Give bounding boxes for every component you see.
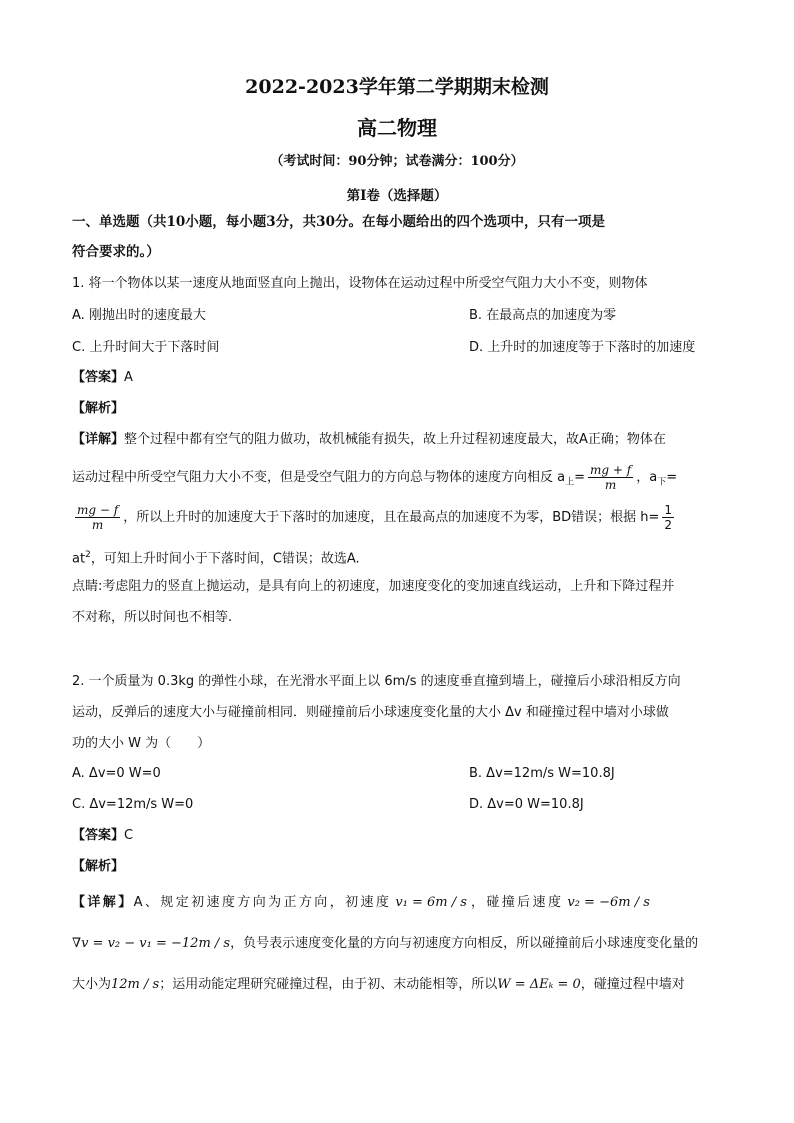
q1-detail-line1 — [72, 430, 722, 450]
q1-options-row1 — [72, 306, 722, 326]
fraction-up — [588, 463, 633, 492]
q2-stem-line2: 运动，反弹后的速度大小与碰撞前相同．则碰撞前后小球速度变化量的大小 Δv 和碰撞过程中墙对小球做 — [72, 705, 669, 720]
fraction-numerator: mg + f — [590, 463, 632, 477]
fraction-numerator: 1 — [664, 503, 673, 517]
equals-sign: = — [666, 470, 678, 485]
q2-detail-line3 — [72, 975, 722, 995]
equation-delta-v-magnitude: 12m / s — [111, 977, 160, 992]
q1-option-c: C. 上升时间大于下落时间 — [72, 340, 220, 355]
exam-title: 2022-2023学年第二学期期末检测 — [245, 76, 549, 98]
q2-analysis-tag: 【解析】 — [72, 859, 125, 874]
equation-delta-v: ∇v = v₂ − v₁ = −12m / s — [72, 936, 231, 951]
q1-answer — [72, 368, 722, 388]
q2-answer — [72, 826, 722, 846]
answer-tag: 【答案】 — [72, 370, 125, 385]
fraction-denominator: 2 — [664, 518, 673, 532]
answer-value: C — [124, 828, 134, 843]
detail-text: ，所以上升时的加速度大于下落时的加速度，且在最高点的加速度不为零，BD错误；根据 h= — [123, 510, 660, 525]
detail-tag: 【详解】 — [72, 895, 134, 910]
fraction-denominator: m — [91, 518, 104, 532]
q1-option-b: B. 在最高点的加速度为零 — [469, 308, 617, 323]
subscript-down: 下 — [657, 477, 667, 488]
equation-v2: v₂ = −6m / s — [567, 895, 650, 910]
q2-options-row1 — [72, 764, 722, 784]
detail-text: ，负号表示速度变化量的方向与初速度方向相反，所以碰撞前后小球速度变化量的 — [230, 936, 699, 951]
fraction-half — [662, 503, 674, 532]
subject-title: 高二物理 — [357, 116, 437, 140]
q1-detail-line2 — [72, 463, 722, 493]
q2-option-a: A. Δv=0 W=0 — [72, 766, 161, 781]
detail-text: ，碰撞过程中墙对 — [580, 977, 685, 992]
q1-note-line1: 点睛:考虑阻力的竖直上抛运动，是具有向上的初速度，加速度变化的变加速直线运动，上升和下降过程并 — [72, 579, 675, 594]
q2-options-row2 — [72, 795, 722, 815]
q2-stem-line1: 2. 一个质量为 0.3kg 的弹性小球，在光滑水平面上以 6m/s 的速度垂直撞到墙上，碰撞后小球沿相反方向 — [72, 674, 681, 689]
detail-text: ，可知上升时间小于下落时间，C错误；故选A. — [90, 551, 360, 567]
answer-value: A — [124, 370, 133, 385]
q1-analysis-tag: 【解析】 — [72, 401, 125, 416]
exam-info: （考试时间：90分钟；试卷满分：100分） — [270, 154, 524, 169]
subscript-up: 上 — [565, 477, 575, 488]
volume-title: 第I卷（选择题） — [346, 188, 448, 204]
q1-detail-line4 — [72, 545, 722, 569]
q2-option-b: B. Δv=12m/s W=10.8J — [469, 766, 615, 781]
detail-text: ，a — [636, 470, 658, 485]
q2-detail-line1 — [72, 893, 722, 913]
detail-text: A、规定初速度方向为正方向，初速度 — [133, 895, 392, 910]
detail-text: 运动过程中所受空气阻力大小不变，但是受空气阻力的方向总与物体的速度方向相反 a — [72, 470, 566, 485]
q2-option-c: C. Δv=12m/s W=0 — [72, 797, 194, 812]
q1-stem: 1. 将一个物体以某一速度从地面竖直向上抛出，设物体在运动过程中所受空气阻力大小不变，则物体 — [72, 276, 648, 291]
fraction-numerator: mg − f — [77, 503, 119, 517]
q1-options-row2 — [72, 338, 722, 358]
equals-sign: = — [574, 470, 586, 485]
detail-text: ，碰撞后速度 — [470, 895, 564, 910]
equation-work: W = ΔEₖ = 0 — [497, 977, 581, 992]
answer-tag: 【答案】 — [72, 828, 125, 843]
fraction-down — [75, 503, 120, 532]
section-heading-line2: 符合要求的。） — [72, 244, 160, 260]
detail-tag: 【详解】 — [72, 432, 125, 447]
q1-note-line2: 不对称，所以时间也不相等. — [72, 610, 233, 625]
detail-text: at — [72, 551, 86, 567]
fraction-denominator: m — [604, 478, 617, 492]
q2-detail-line2 — [72, 934, 722, 954]
equation-v1: v₁ = 6m / s — [395, 895, 467, 910]
detail-text: ；运用动能定理研究碰撞过程，由于初、末动能相等，所以 — [159, 977, 498, 992]
q1-option-d: D. 上升时的加速度等于下落时的加速度 — [469, 340, 696, 355]
q2-option-d: D. Δv=0 W=10.8J — [469, 797, 584, 812]
detail-text: 整个过程中都有空气的阻力做功，故机械能有损失，故上升过程初速度最大，故A正确；物体在 — [124, 432, 666, 447]
q1-detail-line3 — [72, 503, 722, 532]
detail-text: 大小为 — [72, 977, 112, 992]
q1-option-a: A. 刚抛出时的速度最大 — [72, 308, 206, 323]
superscript-2: 2 — [85, 550, 91, 560]
q2-stem-line3: 功的大小 W 为（ ） — [72, 736, 211, 751]
section-heading-line1: 一、单选题（共10小题，每小题3分，共30分。在每小题给出的四个选项中，只有一项是 — [72, 214, 605, 230]
